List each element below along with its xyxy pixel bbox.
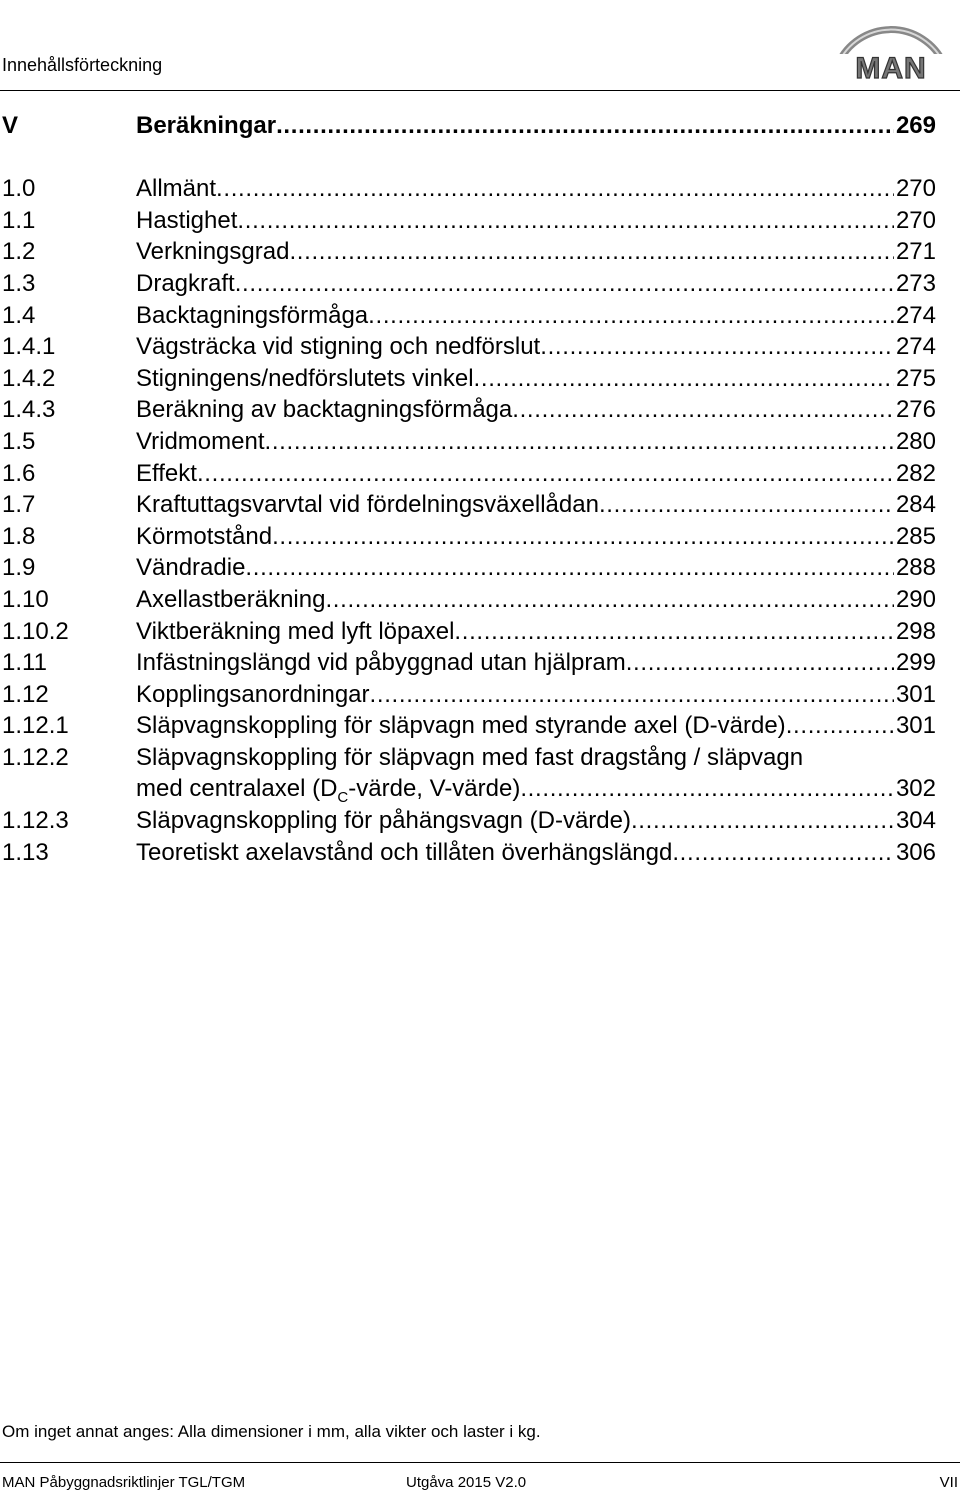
- entry-title: Infästningslängd vid påbyggnad utan hjälpram: [136, 649, 626, 677]
- toc-entry[interactable]: [0, 647, 960, 679]
- leader-dots: [474, 363, 894, 395]
- entry-page: 302: [895, 775, 936, 803]
- entry-number: 1.4.3: [2, 396, 56, 424]
- leader-dots: [325, 584, 894, 616]
- entry-page: 271: [895, 238, 936, 266]
- entry-title: Viktberäkning med lyft löpaxel: [136, 617, 455, 645]
- entry-title: Axellastberäkning: [136, 585, 326, 613]
- entry-title: Teoretiskt axelavstånd och tillåten överhängslängd: [136, 838, 673, 866]
- entry-number: 1.13: [2, 838, 49, 866]
- toc-entry[interactable]: [0, 205, 960, 237]
- toc-entry[interactable]: [0, 489, 960, 521]
- chapter-number: V: [2, 112, 19, 139]
- entry-title-line1: Släpvagnskoppling för släpvagn med fast dragstång / släpvagn: [136, 743, 804, 771]
- entry-number: 1.4.1: [2, 333, 56, 361]
- entry-title: Släpvagnskoppling för påhängsvagn (D-värde): [136, 807, 631, 835]
- leader-dots: [289, 236, 894, 268]
- footer-page-number: VII: [939, 1474, 958, 1491]
- toc-entry[interactable]: [0, 616, 960, 648]
- entry-number: 1.4: [2, 301, 36, 329]
- entry-title: Dragkraft: [136, 269, 235, 297]
- entry-page: 282: [895, 459, 936, 487]
- toc-entry[interactable]: [0, 805, 960, 837]
- entry-title: Vridmoment: [136, 427, 265, 455]
- toc-entry-multiline-cont[interactable]: [0, 773, 960, 805]
- entry-page: 275: [895, 364, 936, 392]
- toc-entry-multiline[interactable]: [0, 742, 960, 774]
- toc-entry[interactable]: [0, 584, 960, 616]
- entry-title: Allmänt: [136, 175, 217, 203]
- entry-number: 1.12: [2, 680, 49, 708]
- entry-title: Verkningsgrad: [136, 238, 290, 266]
- entry-title: Backtagningsförmåga: [136, 301, 369, 329]
- entry-page: 284: [895, 491, 936, 519]
- leader-dots: [626, 647, 894, 679]
- toc-entry[interactable]: [0, 331, 960, 363]
- leader-dots: [540, 331, 894, 363]
- header-rule: [0, 90, 960, 91]
- entry-number: 1.7: [2, 491, 36, 519]
- toc-entry[interactable]: [0, 173, 960, 205]
- entry-page: 304: [895, 807, 936, 835]
- entry-page: 270: [895, 175, 936, 203]
- entry-page: 270: [895, 206, 936, 234]
- chapter-title: Beräkningar: [136, 112, 277, 139]
- footer-rule: [0, 1462, 960, 1463]
- entry-title: Körmotstånd: [136, 522, 273, 550]
- entry-number: 1.2: [2, 238, 36, 266]
- leader-dots: [368, 300, 894, 332]
- leader-dots: [370, 679, 894, 711]
- entry-title: Släpvagnskoppling för släpvagn med styrande axel (D-värde): [136, 712, 786, 740]
- entry-number: 1.12.3: [2, 807, 69, 835]
- entry-number: 1.0: [2, 175, 36, 203]
- leader-dots: [512, 394, 894, 426]
- toc-entry[interactable]: [0, 458, 960, 490]
- toc-entry[interactable]: [0, 552, 960, 584]
- man-logo: [824, 2, 958, 82]
- toc-entry[interactable]: [0, 236, 960, 268]
- leader-dots: [786, 710, 894, 742]
- entry-page: 298: [895, 617, 936, 645]
- entry-number: 1.6: [2, 459, 36, 487]
- toc-entry[interactable]: [0, 363, 960, 395]
- footer-publication: MAN Påbyggnadsriktlinjer TGL/TGM: [2, 1474, 246, 1491]
- entry-page: 276: [895, 396, 936, 424]
- leader-dots: [454, 616, 894, 648]
- leader-dots: [599, 489, 894, 521]
- entry-title: Kopplingsanordningar: [136, 680, 370, 708]
- entry-number: 1.3: [2, 269, 36, 297]
- leader-dots: [235, 268, 894, 300]
- entry-page: 306: [895, 838, 936, 866]
- entry-title: Effekt: [136, 459, 197, 487]
- entry-number: 1.5: [2, 427, 36, 455]
- entry-title-line2: med centralaxel ($D_C$-värde, V-värde): [136, 775, 521, 807]
- entry-number: 1.4.2: [2, 364, 56, 392]
- toc-entry[interactable]: [0, 300, 960, 332]
- toc-entry[interactable]: [0, 679, 960, 711]
- entry-title: Stigningens/nedförslutets vinkel: [136, 364, 474, 392]
- leader-dots: [520, 773, 894, 805]
- leader-dots: [245, 552, 894, 584]
- entry-title: Vägsträcka vid stigning och nedförslut: [136, 333, 541, 361]
- toc-entry[interactable]: [0, 426, 960, 458]
- entry-number: 1.1: [2, 206, 36, 234]
- leader-dots: [672, 837, 894, 869]
- svg-text:MAN: MAN: [855, 52, 927, 82]
- toc-chapter[interactable]: [0, 110, 960, 142]
- toc-entry[interactable]: [0, 394, 960, 426]
- entry-title: Beräkning av backtagningsförmåga: [136, 396, 513, 424]
- toc-entry[interactable]: [0, 521, 960, 553]
- entry-title: Hastighet: [136, 206, 238, 234]
- leader-dots: [216, 173, 894, 205]
- leader-dots: [264, 426, 893, 458]
- entry-title: Kraftuttagsvarvtal vid fördelningsväxellådan: [136, 491, 599, 519]
- toc-entry[interactable]: [0, 837, 960, 869]
- entry-page: 301: [895, 680, 936, 708]
- entry-number: 1.10.2: [2, 617, 69, 645]
- entry-number: 1.9: [2, 554, 36, 582]
- entry-page: 274: [895, 333, 936, 361]
- chapter-page: 269: [895, 112, 936, 139]
- entry-page: 280: [895, 427, 936, 455]
- entry-page: 274: [895, 301, 936, 329]
- entry-number: 1.11: [2, 649, 47, 677]
- leader-dots: [631, 805, 894, 837]
- entry-number: 1.12.2: [2, 743, 69, 771]
- entry-number: 1.10: [2, 585, 49, 613]
- entry-page: 273: [895, 269, 936, 297]
- footnote: Om inget annat anges: Alla dimensioner i mm, alla vikter och laster i kg.: [2, 1422, 541, 1441]
- leader-dots: [197, 458, 894, 490]
- entry-page: 288: [895, 554, 936, 582]
- table-of-contents: [0, 110, 960, 868]
- leader-dots: [272, 521, 894, 553]
- footer-edition: Utgåva 2015 V2.0: [406, 1474, 527, 1491]
- entry-number: 1.12.1: [2, 712, 69, 740]
- header-title: Innehållsförteckning: [2, 55, 163, 75]
- entry-number: 1.8: [2, 522, 36, 550]
- leader-dots: [276, 110, 894, 142]
- leader-dots: [237, 205, 894, 237]
- entry-page: 285: [895, 522, 936, 550]
- entry-page: 299: [895, 649, 936, 677]
- entry-page: 290: [895, 585, 936, 613]
- toc-entry[interactable]: [0, 710, 960, 742]
- entry-page: 301: [895, 712, 936, 740]
- entry-title: Vändradie: [136, 554, 246, 582]
- toc-entry[interactable]: [0, 268, 960, 300]
